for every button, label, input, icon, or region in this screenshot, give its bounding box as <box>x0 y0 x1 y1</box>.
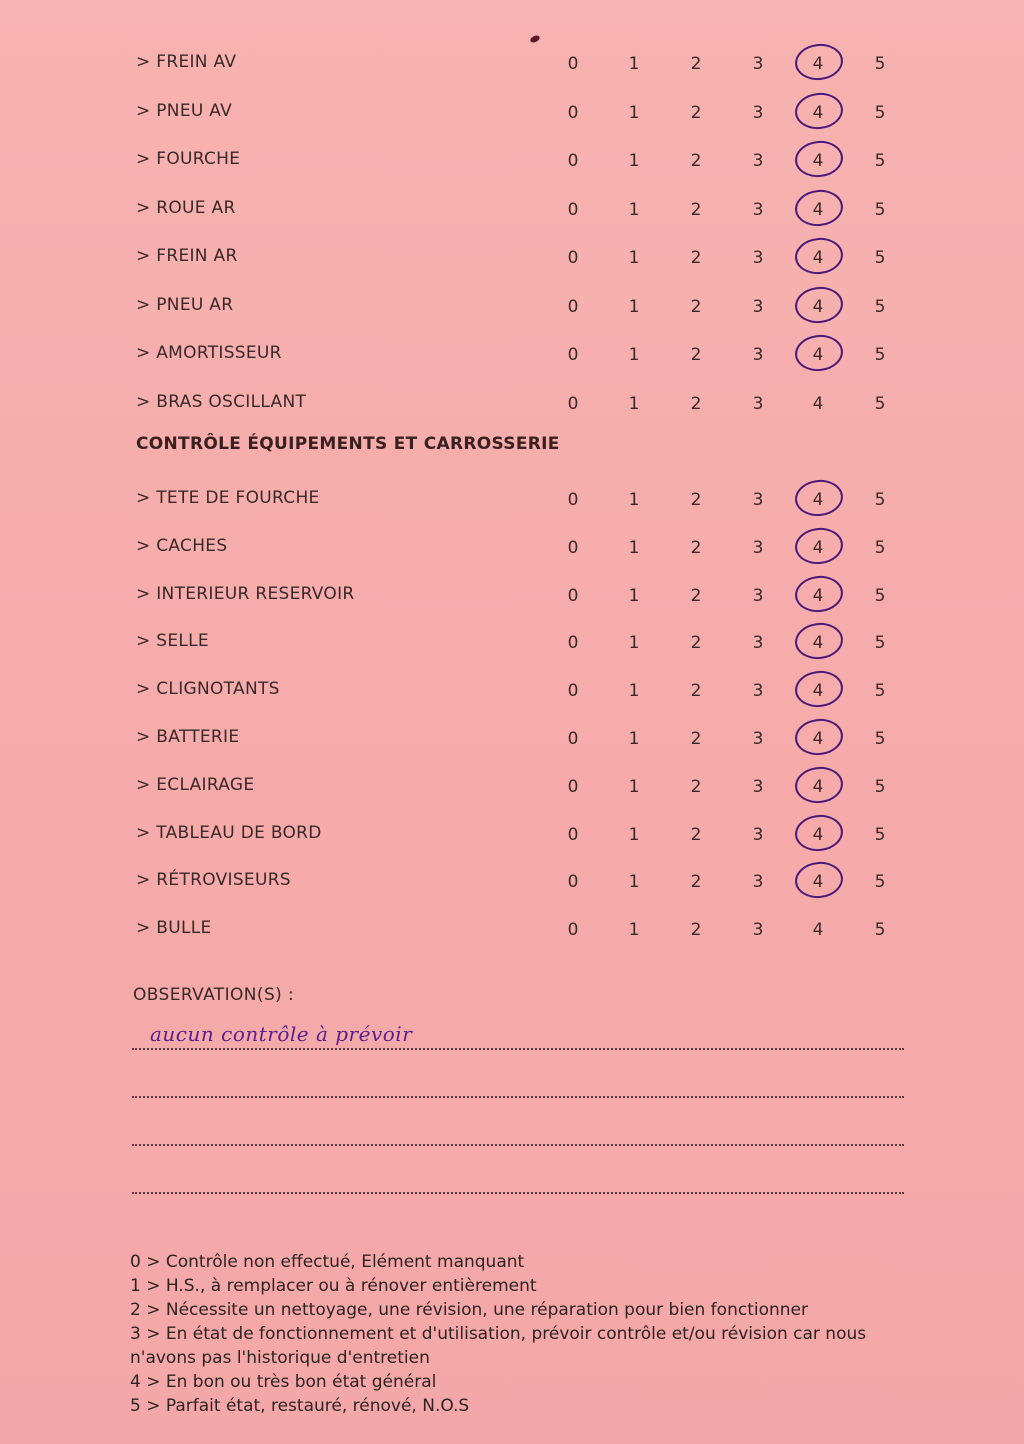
selected-score-circle <box>793 525 845 566</box>
checklist-row <box>0 335 1024 375</box>
checklist-item-label: > CACHES <box>136 535 228 556</box>
score-option-5[interactable]: 5 <box>874 102 886 123</box>
score-option-2[interactable]: 2 <box>690 633 702 654</box>
checklist-row <box>0 190 1024 230</box>
score-option-2[interactable]: 2 <box>690 393 702 414</box>
checklist-row <box>0 480 1024 520</box>
observation-line-1[interactable] <box>132 1048 904 1050</box>
score-option-2[interactable]: 2 <box>690 729 702 749</box>
score-option-4[interactable]: 4 <box>812 872 824 893</box>
score-option-3[interactable]: 3 <box>752 920 764 941</box>
score-option-3[interactable]: 3 <box>752 633 764 654</box>
score-option-4[interactable]: 4 <box>812 920 824 941</box>
score-option-1[interactable]: 1 <box>628 537 640 558</box>
legend-item: 2 > Nécessite un nettoyage, une révision, une réparation pour bien fonctionner <box>130 1300 808 1320</box>
checklist-item-label: > SELLE <box>136 631 209 652</box>
score-option-3[interactable]: 3 <box>752 585 764 606</box>
selected-score-circle <box>793 236 845 277</box>
score-option-1[interactable]: 1 <box>628 296 640 317</box>
score-option-3[interactable]: 3 <box>752 151 764 171</box>
checklist-row <box>0 44 1024 84</box>
checklist-item-label: > ROUE AR <box>136 197 236 218</box>
selected-score-circle <box>793 90 845 131</box>
selected-score-circle <box>793 573 845 614</box>
selected-score-circle <box>793 187 845 228</box>
score-option-1[interactable]: 1 <box>628 824 640 845</box>
score-option-1[interactable]: 1 <box>628 54 640 74</box>
checklist-item-label: > BATTERIE <box>136 727 240 747</box>
score-option-4[interactable]: 4 <box>812 776 824 797</box>
score-option-2[interactable]: 2 <box>690 102 702 123</box>
score-option-5[interactable]: 5 <box>874 490 886 510</box>
score-option-4[interactable]: 4 <box>812 345 824 365</box>
score-option-3[interactable]: 3 <box>752 537 764 558</box>
score-option-1[interactable]: 1 <box>628 585 640 606</box>
score-option-2[interactable]: 2 <box>690 537 702 558</box>
legend-item: 5 > Parfait état, restauré, rénové, N.O.S <box>130 1396 470 1416</box>
score-option-0[interactable]: 0 <box>567 490 579 510</box>
observations-label: OBSERVATION(S) : <box>133 985 295 1005</box>
score-option-5[interactable]: 5 <box>874 633 886 654</box>
score-option-4[interactable]: 4 <box>812 102 824 123</box>
observation-line-2[interactable] <box>132 1096 904 1098</box>
score-option-4[interactable]: 4 <box>812 490 824 510</box>
score-option-4[interactable]: 4 <box>812 393 824 414</box>
score-option-1[interactable]: 1 <box>628 920 640 941</box>
score-option-3[interactable]: 3 <box>752 199 764 220</box>
score-option-0[interactable]: 0 <box>567 633 579 654</box>
score-option-1[interactable]: 1 <box>628 681 640 702</box>
score-option-0[interactable]: 0 <box>567 585 579 606</box>
checklist-row <box>0 238 1024 278</box>
checklist-item-label: > FREIN AV <box>136 52 237 72</box>
observation-line-4[interactable] <box>132 1192 904 1194</box>
checklist-row <box>0 815 1024 855</box>
rating-legend <box>130 1250 910 1418</box>
checklist-item-label: > BRAS OSCILLANT <box>136 391 307 412</box>
score-option-3[interactable]: 3 <box>752 824 764 845</box>
score-option-2[interactable]: 2 <box>690 920 702 941</box>
score-option-1[interactable]: 1 <box>628 345 640 365</box>
legend-item: 1 > H.S., à remplacer ou à rénover entièrement <box>130 1276 537 1296</box>
score-option-4[interactable]: 4 <box>812 199 824 220</box>
score-option-3[interactable]: 3 <box>752 681 764 702</box>
score-option-0[interactable]: 0 <box>567 729 579 749</box>
score-option-0[interactable]: 0 <box>567 199 579 220</box>
score-option-2[interactable]: 2 <box>690 872 702 893</box>
score-option-3[interactable]: 3 <box>752 54 764 74</box>
score-option-2[interactable]: 2 <box>690 54 702 74</box>
score-option-0[interactable]: 0 <box>567 872 579 893</box>
score-option-2[interactable]: 2 <box>690 824 702 845</box>
score-option-1[interactable]: 1 <box>628 151 640 171</box>
score-option-0[interactable]: 0 <box>567 920 579 941</box>
selected-score-circle <box>793 812 845 853</box>
checklist-row <box>0 671 1024 711</box>
checklist-item-label: > TETE DE FOURCHE <box>136 488 320 508</box>
handwritten-observation: aucun contrôle à prévoir <box>150 1022 413 1046</box>
score-option-2[interactable]: 2 <box>690 681 702 702</box>
score-option-4[interactable]: 4 <box>812 681 824 702</box>
score-option-0[interactable]: 0 <box>567 296 579 317</box>
checklist-row <box>0 623 1024 663</box>
score-option-3[interactable]: 3 <box>752 872 764 893</box>
score-option-0[interactable]: 0 <box>567 54 579 74</box>
legend-item: 0 > Contrôle non effectué, Elément manquant <box>130 1252 525 1272</box>
score-option-2[interactable]: 2 <box>690 151 702 171</box>
score-option-1[interactable]: 1 <box>628 393 640 414</box>
checklist-row <box>0 384 1024 424</box>
score-option-3[interactable]: 3 <box>752 490 764 510</box>
score-option-0[interactable]: 0 <box>567 681 579 702</box>
selected-score-circle <box>793 860 845 901</box>
score-option-4[interactable]: 4 <box>812 296 824 317</box>
score-option-1[interactable]: 1 <box>628 776 640 797</box>
score-option-2[interactable]: 2 <box>690 248 702 268</box>
checklist-item-label: > FREIN AR <box>136 246 238 266</box>
score-option-4[interactable]: 4 <box>812 151 824 171</box>
score-option-5[interactable]: 5 <box>874 681 886 702</box>
score-option-4[interactable]: 4 <box>812 633 824 654</box>
score-option-0[interactable]: 0 <box>567 537 579 558</box>
score-option-5[interactable]: 5 <box>874 199 886 220</box>
score-option-4[interactable]: 4 <box>812 54 824 74</box>
score-option-3[interactable]: 3 <box>752 102 764 123</box>
checklist-row <box>0 576 1024 616</box>
checklist-item-label: > RÉTROVISEURS <box>136 870 291 891</box>
score-option-0[interactable]: 0 <box>567 393 579 414</box>
selected-score-circle <box>793 284 845 325</box>
score-option-2[interactable]: 2 <box>690 199 702 220</box>
score-option-1[interactable]: 1 <box>628 102 640 123</box>
checklist-item-label: > TABLEAU DE BORD <box>136 822 322 843</box>
selected-score-circle <box>793 669 845 710</box>
score-option-1[interactable]: 1 <box>628 248 640 268</box>
selected-score-circle <box>793 42 845 83</box>
checklist-item-label: > PNEU AV <box>136 100 233 121</box>
observation-line-3[interactable] <box>132 1144 904 1146</box>
score-option-5[interactable]: 5 <box>874 393 886 414</box>
checklist-row <box>0 767 1024 807</box>
score-option-2[interactable]: 2 <box>690 490 702 510</box>
checklist-row <box>0 910 1024 950</box>
score-option-0[interactable]: 0 <box>567 776 579 797</box>
selected-score-circle <box>793 717 845 758</box>
score-option-5[interactable]: 5 <box>874 151 886 171</box>
score-option-5[interactable]: 5 <box>874 776 886 797</box>
checklist-item-label: > BULLE <box>136 918 212 939</box>
selected-score-circle <box>793 478 845 519</box>
score-option-1[interactable]: 1 <box>628 872 640 893</box>
score-option-2[interactable]: 2 <box>690 345 702 365</box>
checklist-row <box>0 287 1024 327</box>
score-option-4[interactable]: 4 <box>812 729 824 749</box>
score-option-0[interactable]: 0 <box>567 102 579 123</box>
score-option-3[interactable]: 3 <box>752 345 764 365</box>
score-option-5[interactable]: 5 <box>874 729 886 749</box>
checklist-item-label: > PNEU AR <box>136 294 234 315</box>
score-option-3[interactable]: 3 <box>752 296 764 317</box>
checklist-item-label: > ECLAIRAGE <box>136 774 255 795</box>
score-option-3[interactable]: 3 <box>752 393 764 414</box>
score-option-5[interactable]: 5 <box>874 537 886 558</box>
legend-item: 4 > En bon ou très bon état général <box>130 1372 437 1392</box>
score-option-3[interactable]: 3 <box>752 729 764 749</box>
checklist-row <box>0 528 1024 568</box>
selected-score-circle <box>793 139 845 180</box>
score-option-4[interactable]: 4 <box>812 824 824 845</box>
score-option-4[interactable]: 4 <box>812 585 824 606</box>
ink-speck <box>529 34 541 44</box>
score-option-3[interactable]: 3 <box>752 776 764 797</box>
score-option-2[interactable]: 2 <box>690 585 702 606</box>
checklist-row <box>0 141 1024 181</box>
score-option-5[interactable]: 5 <box>874 872 886 893</box>
score-option-1[interactable]: 1 <box>628 633 640 654</box>
checklist-item-label: > INTERIEUR RESERVOIR <box>136 583 355 604</box>
score-option-2[interactable]: 2 <box>690 296 702 317</box>
score-option-1[interactable]: 1 <box>628 729 640 749</box>
checklist-row <box>0 93 1024 133</box>
score-option-4[interactable]: 4 <box>812 248 824 268</box>
score-option-5[interactable]: 5 <box>874 54 886 74</box>
score-option-5[interactable]: 5 <box>874 345 886 365</box>
score-option-5[interactable]: 5 <box>874 296 886 317</box>
checklist-item-label: > FOURCHE <box>136 149 241 169</box>
score-option-5[interactable]: 5 <box>874 248 886 268</box>
score-option-5[interactable]: 5 <box>874 585 886 606</box>
score-option-3[interactable]: 3 <box>752 248 764 268</box>
score-option-4[interactable]: 4 <box>812 537 824 558</box>
score-option-1[interactable]: 1 <box>628 490 640 510</box>
selected-score-circle <box>793 764 845 805</box>
checklist-item-label: > CLIGNOTANTS <box>136 679 280 700</box>
score-option-5[interactable]: 5 <box>874 920 886 941</box>
score-option-0[interactable]: 0 <box>567 345 579 365</box>
score-option-0[interactable]: 0 <box>567 824 579 845</box>
score-option-0[interactable]: 0 <box>567 151 579 171</box>
selected-score-circle <box>793 621 845 662</box>
section-title: CONTRÔLE ÉQUIPEMENTS ET CARROSSERIE <box>136 434 560 454</box>
score-option-1[interactable]: 1 <box>628 199 640 220</box>
checklist-item-label: > AMORTISSEUR <box>136 343 282 363</box>
checklist-row <box>0 862 1024 902</box>
score-option-0[interactable]: 0 <box>567 248 579 268</box>
checklist-row <box>0 719 1024 759</box>
score-option-2[interactable]: 2 <box>690 776 702 797</box>
legend-item: 3 > En état de fonctionnement et d'utilisation, prévoir contrôle et/ou révision car nous n'avons pas l'historique d'entretien <box>130 1324 867 1368</box>
selected-score-circle <box>793 333 845 374</box>
score-option-5[interactable]: 5 <box>874 824 886 845</box>
